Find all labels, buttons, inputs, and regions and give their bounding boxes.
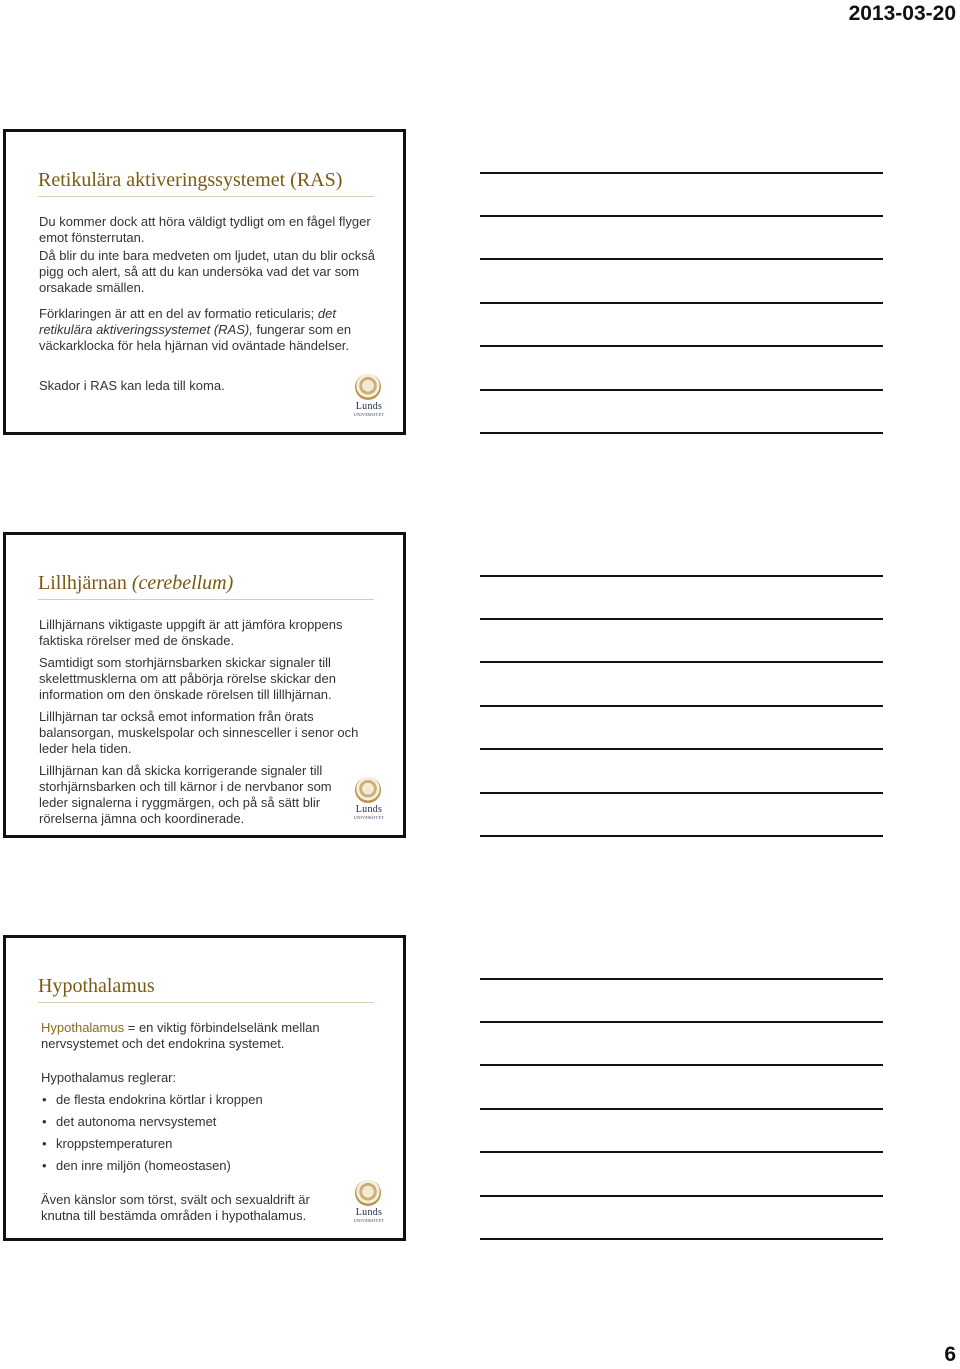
paragraph: Lillhjärnans viktigaste uppgift är att jämföra kroppens faktiska rörelser med de önskade. xyxy=(39,617,343,648)
lund-university-logo xyxy=(348,1180,390,1226)
logo-wordmark: Lunds xyxy=(355,401,383,412)
note-line xyxy=(480,1238,883,1240)
bullet-list xyxy=(41,1092,351,1174)
paragraph: Lillhjärnan kan då skicka korrigerande signaler till storhjärnsbarken och till kärnor i de nervbanor som leder signalerna i ryggmärgen, och på så sätt blir rörelserna jämna och koordinerade. xyxy=(39,763,332,826)
note-line xyxy=(480,748,883,750)
note-line xyxy=(480,1195,883,1197)
title-divider xyxy=(38,196,374,197)
slide-title: Retikulära aktiveringssystemet (RAS) xyxy=(38,169,343,191)
note-line xyxy=(480,575,883,577)
list-item: • den inre miljön (homeostasen) xyxy=(42,1158,231,1173)
text: Förklaringen är att en del av formatio reticularis; xyxy=(39,306,315,321)
page-date: 2013-03-20 xyxy=(848,2,956,25)
note-line xyxy=(480,835,883,837)
slide-body xyxy=(41,1020,351,1230)
paragraph xyxy=(39,306,381,354)
list-item: • de flesta endokrina körtlar i kroppen xyxy=(42,1092,263,1107)
note-line xyxy=(480,705,883,707)
slide-body xyxy=(39,214,381,400)
slide-body xyxy=(39,617,381,833)
slide-ras xyxy=(3,129,406,435)
logo-wordmark: Lunds xyxy=(355,1207,383,1218)
notes-lines xyxy=(480,532,883,838)
note-line xyxy=(480,661,883,663)
title-latin: (cerebellum) xyxy=(131,572,234,594)
note-line xyxy=(480,1064,883,1066)
bullet-icon: • xyxy=(42,1114,47,1129)
slide-title xyxy=(38,571,233,595)
paragraph: Då blir du inte bara medveten om ljudet, utan du blir också pigg och alert, så att du kan undersöka vad det var som orsakade smällen. xyxy=(39,248,376,295)
lund-university-logo xyxy=(348,374,390,420)
note-line xyxy=(480,432,883,434)
paragraph: Du kommer dock att höra väldigt tydligt om en fågel flyger emot fönsterrutan. xyxy=(39,214,371,245)
page-number: 6 xyxy=(944,1343,956,1366)
list-item: • kroppstemperaturen xyxy=(42,1136,173,1151)
italic-term: det retikulära aktiveringssystemet (RAS), xyxy=(39,306,336,337)
notes-lines xyxy=(480,129,883,435)
note-line xyxy=(480,792,883,794)
note-line xyxy=(480,389,883,391)
note-line xyxy=(480,345,883,347)
text: fungerar som en väckarklocka för hela hjärnan vid oväntade händelser. xyxy=(39,322,352,353)
defined-term: Hypothalamus xyxy=(41,1020,125,1035)
note-line xyxy=(480,1108,883,1110)
text: = en viktig förbindelselänk mellan nervsystemet och det endokrina systemet. xyxy=(41,1020,320,1051)
logo-wordmark: Lunds xyxy=(355,804,383,815)
note-line xyxy=(480,1021,883,1023)
logo-subtitle: UNIVERSITET xyxy=(353,815,385,820)
note-line xyxy=(480,1151,883,1153)
note-line xyxy=(480,618,883,620)
notes-lines xyxy=(480,935,883,1241)
slide-title: Hypothalamus xyxy=(38,975,155,997)
note-line xyxy=(480,978,883,980)
title-divider xyxy=(38,1002,374,1003)
title-divider xyxy=(38,599,374,600)
bullet-icon: • xyxy=(42,1092,47,1107)
university-seal-icon xyxy=(355,1180,381,1206)
slide-hypothalamus xyxy=(3,935,406,1241)
university-seal-icon xyxy=(355,777,381,803)
logo-subtitle: UNIVERSITET xyxy=(353,412,385,417)
slide-cerebellum xyxy=(3,532,406,838)
paragraph xyxy=(41,1020,351,1052)
paragraph: Lillhjärnan tar också emot information från örats balansorgan, muskelspolar och sinnesceller i senor och leder hela tiden. xyxy=(39,709,359,756)
logo-subtitle: UNIVERSITET xyxy=(353,1218,385,1223)
paragraph: Även känslor som törst, svält och sexualdrift är knutna till bestämda områden i hypothalamus. xyxy=(41,1192,310,1223)
paragraph: Skador i RAS kan leda till koma. xyxy=(39,378,225,393)
bullet-icon: • xyxy=(42,1136,47,1151)
university-seal-icon xyxy=(355,374,381,400)
note-line xyxy=(480,258,883,260)
bullet-icon: • xyxy=(42,1158,47,1173)
note-line xyxy=(480,215,883,217)
lund-university-logo xyxy=(348,777,390,823)
list-intro: Hypothalamus reglerar: xyxy=(41,1070,177,1085)
title-main: Lillhjärnan xyxy=(38,572,127,594)
note-line xyxy=(480,302,883,304)
note-line xyxy=(480,172,883,174)
paragraph: Samtidigt som storhjärnsbarken skickar signaler till skelettmusklerna om att påbörja rörelse skickar den information om den önskade rörelsen till lillhjärnan. xyxy=(39,655,336,702)
list-item: • det autonoma nervsystemet xyxy=(42,1114,217,1129)
